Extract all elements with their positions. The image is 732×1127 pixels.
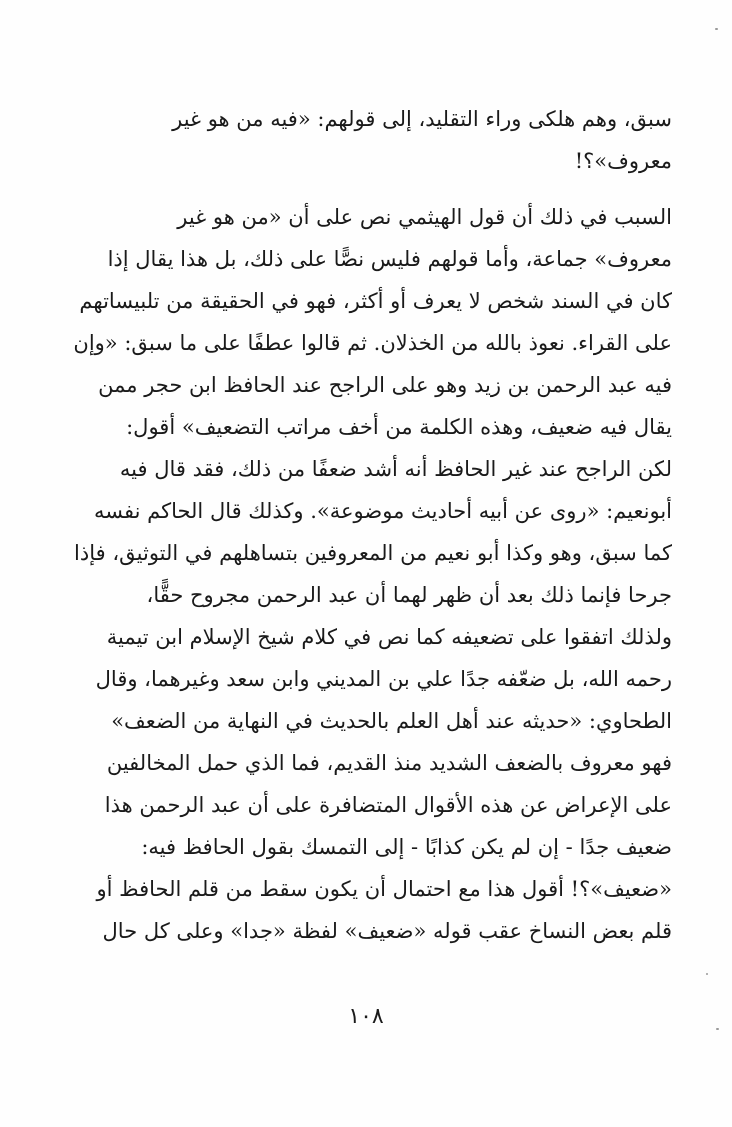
- scan-speck: [706, 973, 708, 975]
- text-line: أبونعيم: «روى عن أبيه أحاديث موضوعة». وكذلك قال الحاكم نفسه: [93, 499, 672, 523]
- text-line: جرحا فإنما ذلك بعد أن ظهر لهما أن عبد الرحمن مجروح حقًّا،: [146, 583, 672, 607]
- text-line: معروف»؟!: [574, 149, 672, 173]
- scan-speck: [715, 28, 718, 30]
- page-number: ١٠٨: [348, 1004, 384, 1029]
- text-line: رحمه الله، بل ضعّفه جدًا علي بن المديني وابن سعد وغيرهما، وقال: [95, 667, 672, 691]
- text-line: «ضعيف»؟! أقول هذا مع احتمال أن يكون سقط من قلم الحافظ أو: [96, 877, 672, 901]
- scan-speck: [716, 1028, 719, 1030]
- text-line: يقال فيه ضعيف، وهذه الكلمة من أخف مراتب التضعيف» أقول:: [126, 415, 672, 439]
- paragraph-main: [58, 196, 672, 952]
- text-line: الطحاوي: «حديثه عند أهل العلم بالحديث في النهاية من الضعف»: [111, 709, 672, 733]
- text-line: ضعيف جدًا - إن لم يكن كذابًا - إلى التمسك بقول الحافظ فيه:: [141, 835, 672, 859]
- paragraph-continuation: [58, 98, 672, 182]
- text-line: قلم بعض النساخ عقب قوله «ضعيف» لفظة «جدا» وعلى كل حال: [102, 919, 672, 943]
- text-line: معروف» جماعة، وأما قولهم فليس نصًّا على ذلك، بل هذا يقال إذا: [107, 247, 672, 271]
- text-line: السبب في ذلك أن قول الهيثمي نص على أن «من هو غير: [177, 205, 672, 229]
- text-line: فهو معروف بالضعف الشديد منذ القديم، فما الذي حمل المخالفين: [106, 751, 672, 775]
- text-line: فيه عبد الرحمن بن زيد وهو على الراجح عند الحافظ ابن حجر ممن: [98, 373, 672, 397]
- text-line: سبق، وهم هلكى وراء التقليد، إلى قولهم: «فيه من هو غير: [172, 107, 672, 131]
- text-line: على القراء. نعوذ بالله من الخذلان. ثم قالوا عطفًا على ما سبق: «وإن: [73, 331, 672, 355]
- text-line: كان في السند شخص لا يعرف أو أكثر، فهو في الحقيقة من تلبيساتهم: [79, 289, 672, 313]
- text-line: كما سبق، وهو وكذا أبو نعيم من المعروفين بتساهلهم في التوثيق، فإذا: [74, 541, 672, 565]
- text-line: ولذلك اتفقوا على تضعيفه كما نص في كلام شيخ الإسلام ابن تيمية: [106, 625, 672, 649]
- text-line: على الإعراض عن هذه الأقوال المتضافرة على أن عبد الرحمن هذا: [104, 793, 672, 817]
- text-line: لكن الراجح عند غير الحافظ أنه أشد ضعفًا من ذلك، فقد قال فيه: [119, 457, 672, 481]
